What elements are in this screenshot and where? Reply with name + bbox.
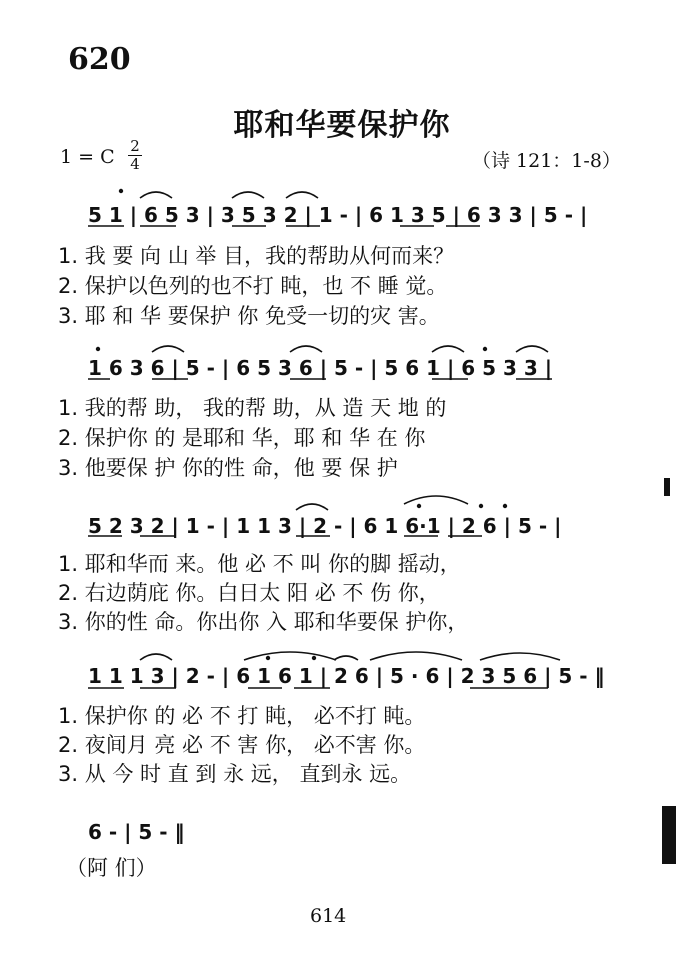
notes-line-4: 1 1 1 3 | 2 - | 6 1 6 1 | 2 6 | 5 · 6 | 2 3 5 6 | 5 - ‖ xyxy=(88,664,605,688)
lyric-line-2-verse-1: 1. 我的帮 助， 我的帮 助，从 造 天 地 的 xyxy=(58,396,447,420)
hymn-number: 620 xyxy=(68,42,131,77)
scripture-reference: （诗 121：1-8） xyxy=(472,150,621,172)
lyric-line-3-verse-2: 2. 右边荫庇 你。白日太 阳 必 不 伤 你， xyxy=(58,581,440,605)
lyric-line-1-verse-2: 2. 保护以色列的也不打 盹，也 不 睡 觉。 xyxy=(58,274,448,298)
lyric-line-4-verse-2: 2. 夜间月 亮 必 不 害 你， 必不害 你。 xyxy=(58,733,426,757)
lyric-line-1-verse-3: 3. 耶 和 华 要保护 你 免受一切的灾 害。 xyxy=(58,304,440,328)
lyric-line-3-verse-1: 1. 耶和华而 来。他 必 不 叫 你的脚 摇动， xyxy=(58,552,461,576)
time-signature-bottom: 4 xyxy=(130,155,140,173)
lyric-line-4-verse-3: 3. 从 今 时 直 到 永 远， 直到永 远。 xyxy=(58,762,412,786)
amen-lyric: （阿 们） xyxy=(66,856,157,880)
hymn-title: 耶和华要保护你 xyxy=(233,108,451,143)
amen-notes: 6 - | 5 - ‖ xyxy=(88,820,185,844)
lyric-line-4-verse-1: 1. 保护你 的 必 不 打 盹， 必不打 盹。 xyxy=(58,704,426,728)
lyric-line-1-verse-1: 1. 我 要 向 山 举 目，我的帮助从何而来？ xyxy=(58,244,455,268)
page-number: 614 xyxy=(310,905,347,927)
notes-line-1: 5 1 | 6 5 3 | 3 5 3 2 | 1 - | 6 1 3 5 | 6 3 3 | 5 - | xyxy=(88,203,588,227)
notes-line-3: 5 2 3 2 | 1 - | 1 1 3 | 2 - | 6 1 6·1 | 2 6 | 5 - | xyxy=(88,514,562,538)
lyric-line-2-verse-2: 2. 保护你 的 是耶和 华，耶 和 华 在 你 xyxy=(58,426,426,450)
time-signature-top: 2 xyxy=(130,137,140,155)
lyric-line-2-verse-3: 3. 他要保 护 你的性 命，他 要 保 护 xyxy=(58,456,398,480)
notes-line-2: 1 6 3 6 | 5 - | 6 5 3 6 | 5 - | 5 6 1 | 6 5 3 3 | xyxy=(88,356,553,380)
lyric-line-3-verse-3: 3. 你的性 命。你出你 入 耶和华要保 护你， xyxy=(58,610,469,634)
key-signature: 1 = C xyxy=(60,146,115,168)
